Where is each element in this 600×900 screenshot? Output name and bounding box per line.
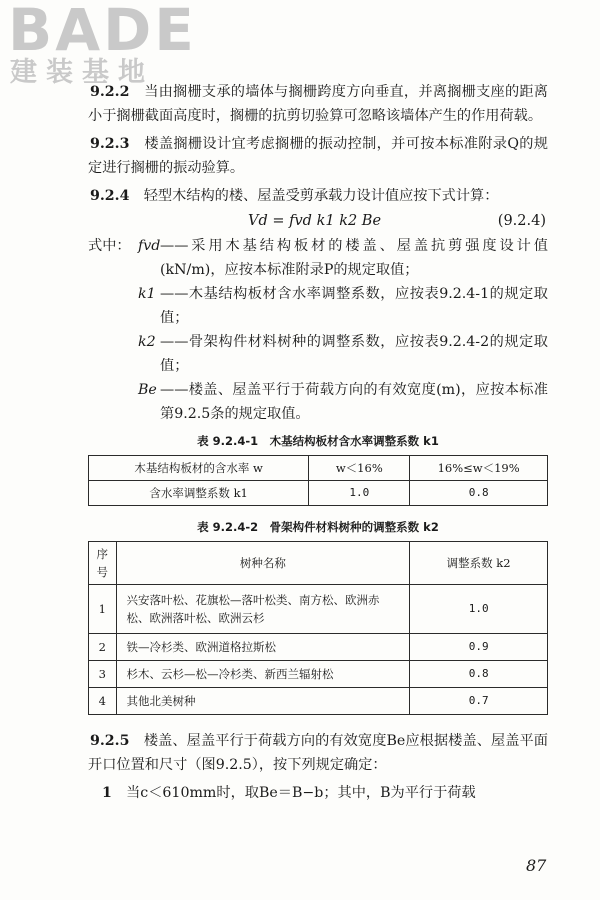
- table-header-cell: 调整系数 k2: [410, 542, 548, 585]
- where-label: 式中：: [88, 238, 131, 254]
- clause-number: 9.2.2: [90, 84, 130, 100]
- logo-text: BADE: [8, 0, 197, 64]
- table-cell: 1.0: [309, 481, 410, 506]
- clause-text: 当由搁栅支承的墙体与搁栅跨度方向垂直，并离搁栅支座的距离小于搁栅截面高度时，搁栅的抗剪切验算可忽略该墙体产生的作用荷载。: [88, 84, 548, 124]
- formula-number: (9.2.4): [497, 213, 546, 229]
- table-cell: 0.9: [410, 634, 548, 661]
- table-cell: 0.8: [410, 481, 548, 506]
- formula-9-2-4: [88, 208, 548, 234]
- table-cell: 木基结构板材的含水率 w: [89, 456, 309, 481]
- clause-9-2-5: [88, 729, 548, 777]
- symbol-meaning: ——采用木基结构板材的楼盖、屋盖抗剪强度设计值(kN/m)，应按本标准附录P的规定取值；: [160, 238, 548, 278]
- clause-9-2-2: [88, 80, 548, 128]
- formula-expression: Vd = fvd k1 k2 Be: [248, 213, 382, 229]
- table-cell: 铁—冷杉类、欧洲道格拉斯松: [116, 634, 410, 661]
- item-1: [88, 781, 548, 805]
- symbol-definition: [88, 234, 548, 282]
- logo-subtext: 建装基地: [10, 57, 154, 88]
- table-cell: w＜16%: [309, 456, 410, 481]
- table-cell: 1.0: [410, 585, 548, 634]
- table-row: [89, 688, 548, 715]
- symbol: k2: [138, 334, 156, 350]
- item-text: 当c＜610mm时，取Be＝B−b；其中，B为平行于荷载: [126, 785, 476, 801]
- table-cell: 0.8: [410, 661, 548, 688]
- clause-9-2-3: [88, 132, 548, 180]
- table-cell: 其他北美树种: [116, 688, 410, 715]
- table-cell: 3: [89, 661, 117, 688]
- clause-text: 楼盖搁栅设计宜考虑搁栅的振动控制，并可按本标准附录Q的规定进行搁栅的振动验算。: [88, 136, 548, 176]
- symbol-definition: [88, 282, 548, 330]
- clause-text: 楼盖、屋盖平行于荷载方向的有效宽度Be应根据楼盖、屋盖平面开口位置和尺寸（图9.2.5），按下列规定确定：: [88, 733, 548, 773]
- table-species-factor: [88, 541, 548, 715]
- page-number: 87: [526, 856, 547, 875]
- table-cell: 1: [89, 585, 117, 634]
- table-cell: 16%≤w＜19%: [410, 456, 548, 481]
- table-cell: 杉木、云杉—松—冷杉类、新西兰辐射松: [116, 661, 410, 688]
- symbol-definition: [88, 330, 548, 378]
- document-body: [88, 80, 548, 805]
- table-caption-9-2-4-1: 表 9.2.4-1 木基结构板材含水率调整系数 k1: [197, 434, 439, 448]
- symbol: fvd: [138, 238, 161, 254]
- symbol: k1: [138, 286, 156, 302]
- table-cell: 4: [89, 688, 117, 715]
- table-cell: 2: [89, 634, 117, 661]
- table-row: [89, 634, 548, 661]
- watermark-logo: [8, 2, 197, 88]
- clause-9-2-4: [88, 184, 548, 208]
- clause-number: 9.2.5: [90, 733, 130, 749]
- table-cell: 含水率调整系数 k1: [89, 481, 309, 506]
- clause-text: 轻型木结构的楼、屋盖受剪承载力设计值应按下式计算：: [143, 188, 499, 204]
- clause-number: 9.2.4: [90, 188, 130, 204]
- symbol-meaning: ——木基结构板材含水率调整系数，应按表9.2.4-1的规定取值；: [160, 286, 548, 326]
- table-moisture-factor: [88, 455, 548, 506]
- table-header-cell: 树种名称: [116, 542, 410, 585]
- symbol-meaning: ——楼盖、屋盖平行于荷载方向的有效宽度(m)，应按本标准第9.2.5条的规定取值。: [160, 382, 548, 422]
- symbol-definition: [88, 378, 548, 426]
- table-caption-9-2-4-2: 表 9.2.4-2 骨架构件材料树种的调整系数 k2: [197, 520, 439, 534]
- symbol: Be: [138, 382, 157, 398]
- table-row: [89, 585, 548, 634]
- symbol-meaning: ——骨架构件材料树种的调整系数，应按表9.2.4-2的规定取值；: [160, 334, 548, 374]
- clause-number: 9.2.3: [90, 136, 130, 152]
- table-cell: 0.7: [410, 688, 548, 715]
- table-cell: 兴安落叶松、花旗松—落叶松类、南方松、欧洲赤松、欧洲落叶松、欧洲云杉: [116, 585, 410, 634]
- table-row: [89, 661, 548, 688]
- table-header-cell: 序号: [89, 542, 117, 585]
- item-number: 1: [102, 785, 112, 801]
